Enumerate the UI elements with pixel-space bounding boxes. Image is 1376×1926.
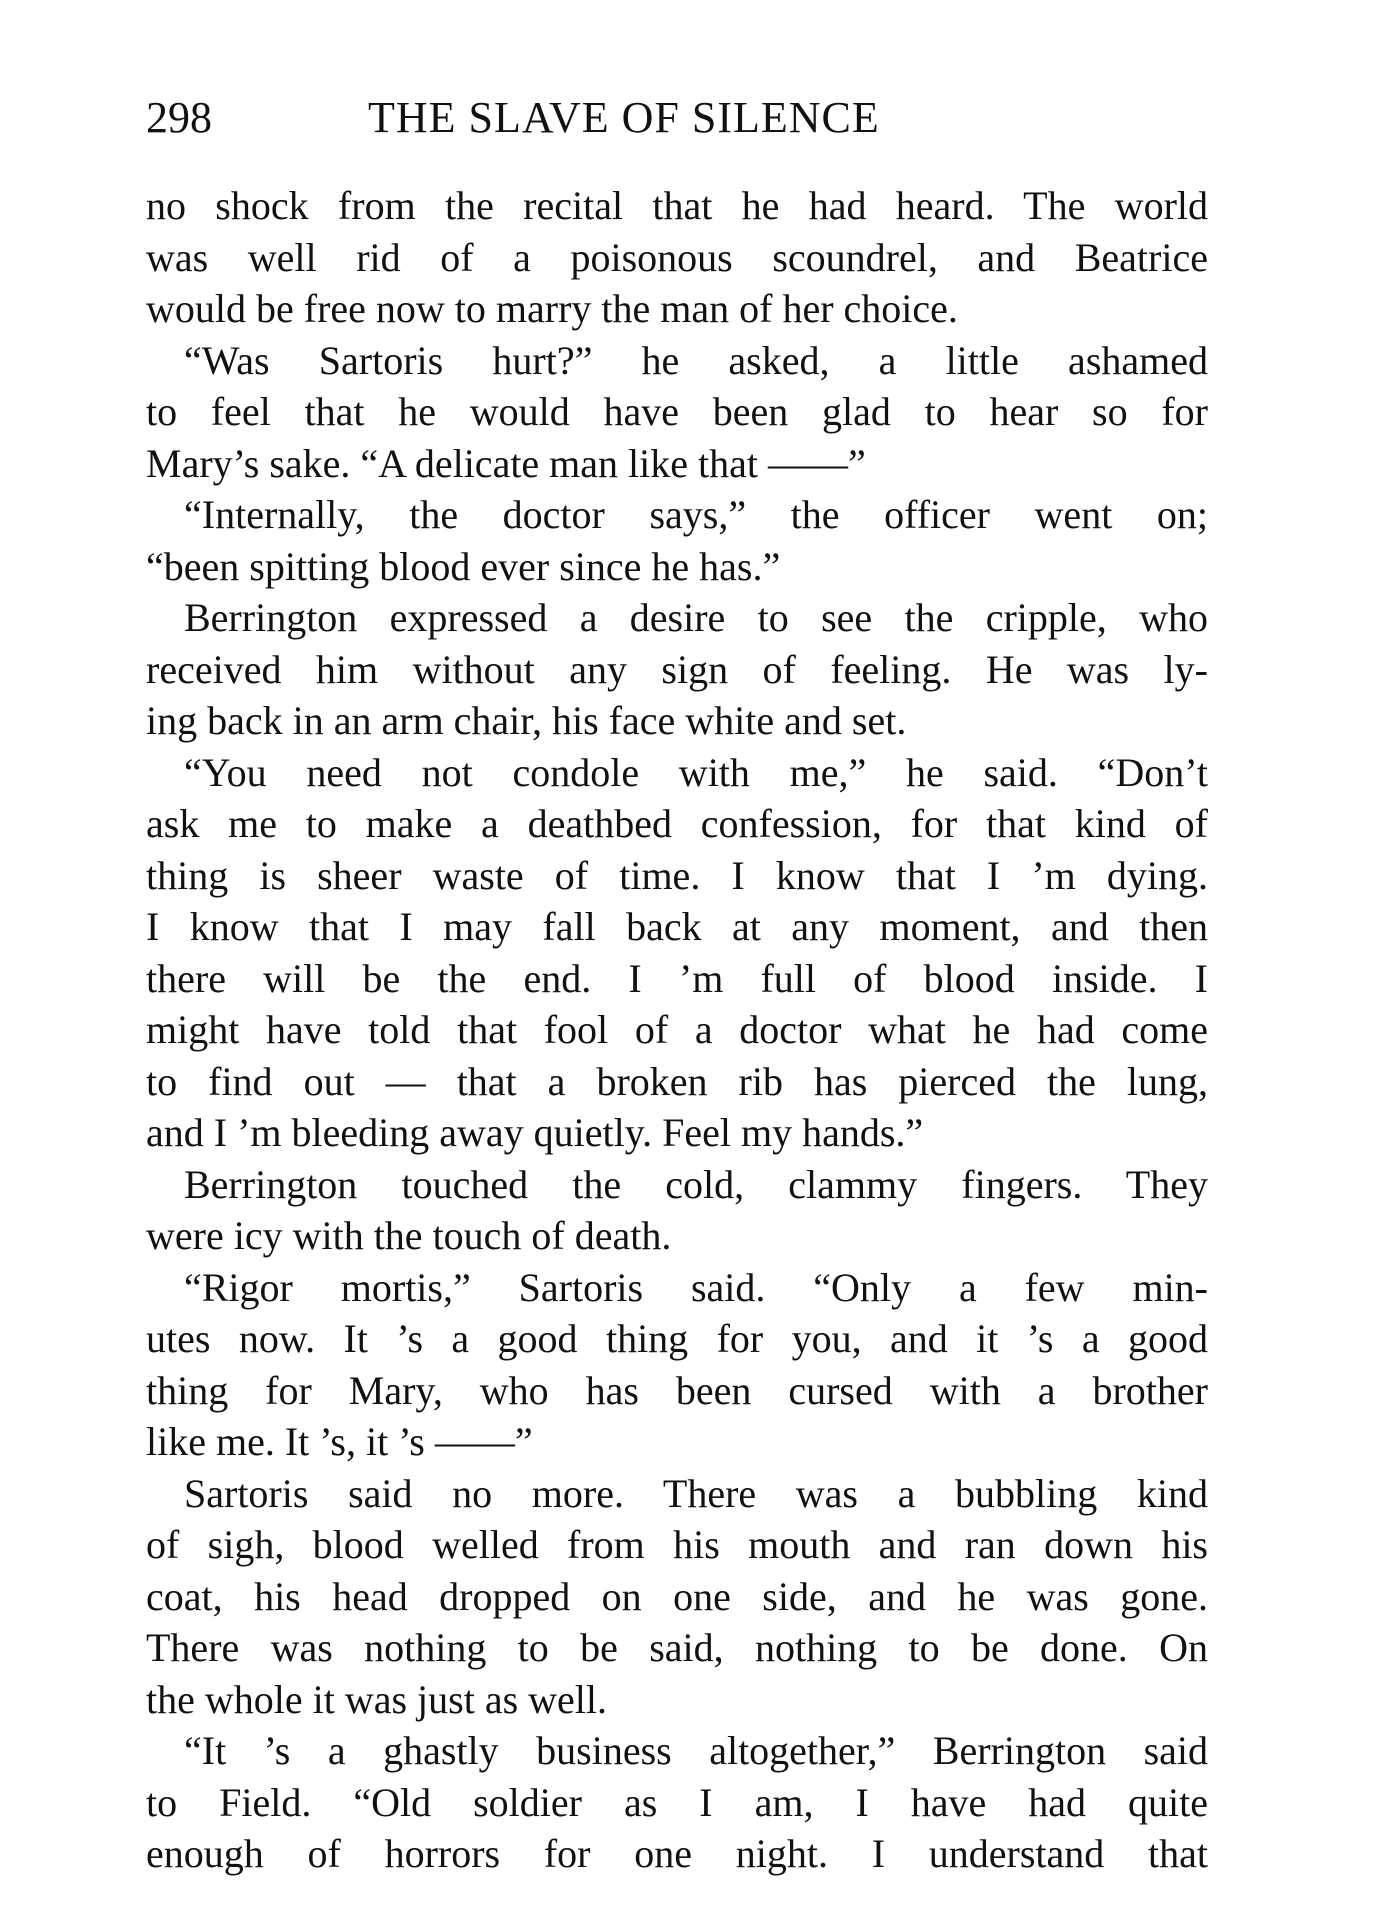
text-line: to feel that he would have been glad to hear so for [146, 389, 1208, 434]
text-line: there will be the end. I ’m full of blood inside. I [146, 955, 1208, 1001]
text-line: would be free now to marry the man of her choice. [146, 286, 958, 331]
text-line: Sartoris said no more. There was a bubbling kind [184, 1470, 1208, 1516]
text-line: I know that I may fall back at any moment, and then [146, 904, 1208, 949]
text-line: ing back in an arm chair, his face white and set. [146, 698, 907, 743]
text-line: Berrington touched the cold, clammy fingers. They [184, 1161, 1208, 1207]
text-line: of sigh, blood welled from his mouth and ran down his [146, 1522, 1208, 1567]
text-line: Mary’s sake. “A delicate man like that ——” [146, 440, 866, 486]
text-line: enough of horrors for one night. I understand that [146, 1831, 1208, 1876]
text-line: were icy with the touch of death. [146, 1213, 672, 1258]
text-line: the whole it was just as well. [146, 1676, 608, 1722]
text-line: was well rid of a poisonous scoundrel, and Beatrice [146, 234, 1208, 280]
text-line: to Field. “Old soldier as I am, I have had quite [146, 1779, 1208, 1825]
text-line: “You need not condole with me,” he said. “Don’t [184, 749, 1208, 795]
body-text [146, 180, 1208, 1880]
page-header [146, 88, 1226, 148]
text-line: “Was Sartoris hurt?” he asked, a little ashamed [184, 337, 1208, 383]
text-line: There was nothing to be said, nothing to be done. On [146, 1625, 1208, 1670]
text-line: thing is sheer waste of time. I know that I ’m dying. [146, 852, 1208, 898]
running-title: THE SLAVE OF SILENCE [368, 93, 880, 142]
text-line: no shock from the recital that he had heard. The world [146, 183, 1208, 228]
page-number: 298 [146, 93, 212, 142]
text-line: “It ’s a ghastly business altogether,” Berrington said [184, 1728, 1208, 1773]
text-line: to find out — that a broken rib has pierced the lung, [146, 1058, 1208, 1104]
text-line: received him without any sign of feeling. He was ly- [146, 646, 1208, 692]
text-line: coat, his head dropped on one side, and he was gone. [146, 1573, 1208, 1619]
text-line: might have told that fool of a doctor what he had come [146, 1007, 1208, 1052]
text-line: utes now. It ’s a good thing for you, and it ’s a good [146, 1316, 1208, 1361]
text-line: “been spitting blood ever since he has.” [146, 543, 781, 589]
text-line: and I ’m bleeding away quietly. Feel my hands.” [146, 1110, 924, 1155]
text-line: “Rigor mortis,” Sartoris said. “Only a few min- [184, 1264, 1208, 1310]
text-line: ask me to make a deathbed confession, for that kind of [146, 801, 1208, 846]
text-line: “Internally, the doctor says,” the officer went on; [184, 492, 1208, 537]
text-line: Berrington expressed a desire to see the cripple, who [184, 595, 1208, 640]
text-line: thing for Mary, who has been cursed with a brother [146, 1367, 1208, 1413]
text-line: like me. It ’s, it ’s ——” [146, 1419, 533, 1464]
